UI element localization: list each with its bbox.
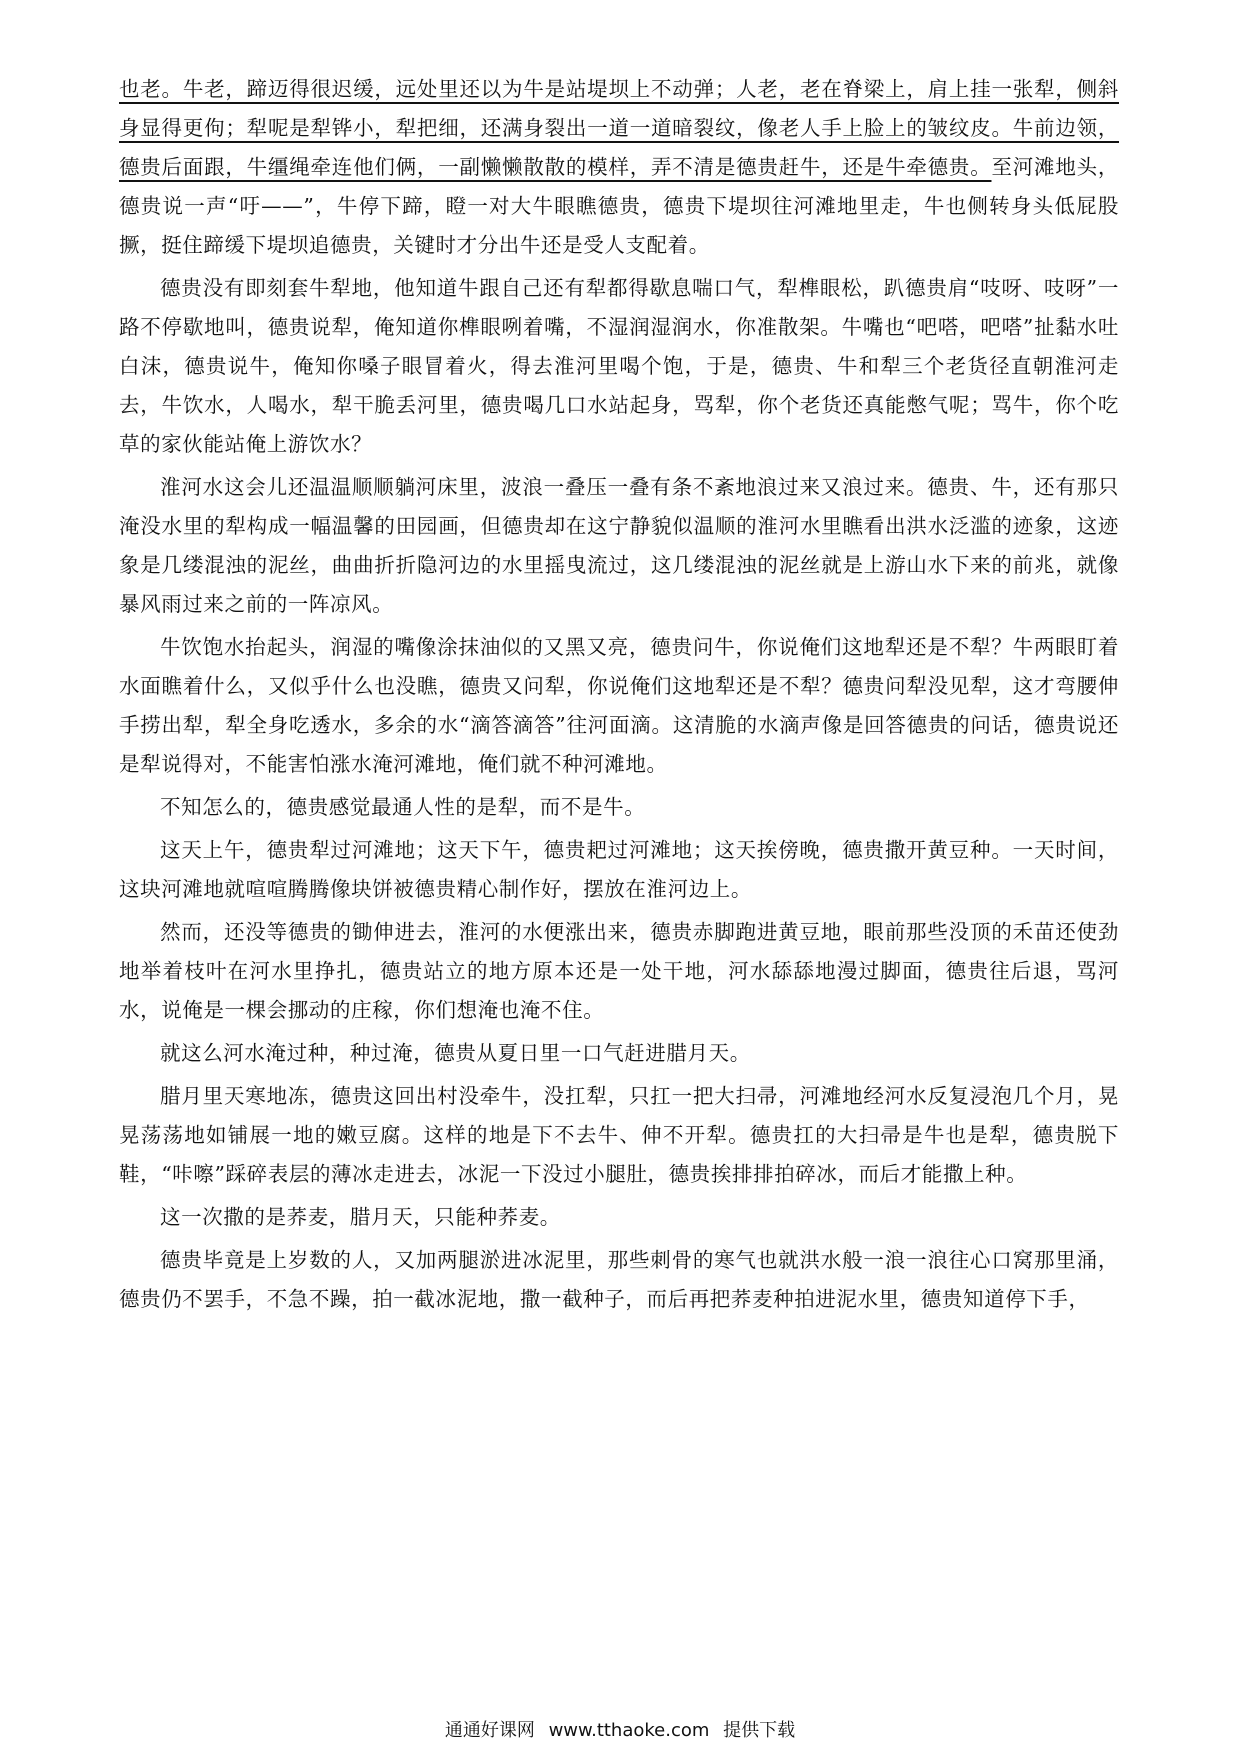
document-body (119, 70, 1119, 1323)
paragraph-3: 淮河水这会儿还温温顺顺躺河床里，波浪一叠压一叠有条不紊地浪过来又浪过来。德贵、牛，还有那只淹没水里的犁构成一幅温馨的田园画，但德贵却在这宁静貌似温顺的淮河水里瞧看出洪水泛滥的迹象，这迹象是几缕混浊的泥丝，曲曲折折隐河边的水里摇曳流过，这几缕混浊的泥丝就是上游山水下来的前兆，就像暴风雨过来之前的一阵凉风。 (119, 475, 1119, 616)
paragraph-11: 德贵毕竟是上岁数的人，又加两腿淤进冰泥里，那些刺骨的寒气也就洪水般一浪一浪往心口窝那里涌，德贵仍不罢手，不急不躁，拍一截冰泥地，撒一截种子，而后再把荞麦种拍进泥水里，德贵知道停下手， (119, 1248, 1119, 1311)
paragraph-1 (119, 70, 1119, 265)
footer-site-name: 通通好课网 (444, 1720, 535, 1741)
paragraph-10: 这一次撒的是荞麦，腊月天，只能种荞麦。 (160, 1205, 561, 1229)
paragraph-9: 腊月里天寒地冻，德贵这回出村没牵牛，没扛犁，只扛一把大扫帚，河滩地经河水反复浸泡几个月，晃晃荡荡地如铺展一地的嫩豆腐。这样的地是下不去牛、伸不开犁。德贵扛的大扫帚是牛也是犁，德贵脱下鞋，“咔嚓”踩碎表层的薄冰走进去，冰泥一下没过小腿肚，德贵挨排排拍碎冰，而后才能撒上种。 (119, 1084, 1119, 1186)
paragraph-6: 这天上午，德贵犁过河滩地；这天下午，德贵耙过河滩地；这天挨傍晚，德贵撒开黄豆种。一天时间，这块河滩地就喧喧腾腾像块饼被德贵精心制作好，摆放在淮河边上。 (119, 838, 1119, 901)
paragraph-8: 就这么河水淹过种，种过淹，德贵从夏日里一口气赶进腊月天。 (160, 1041, 751, 1065)
paragraph-5: 不知怎么的，德贵感觉最通人性的是犁，而不是牛。 (160, 795, 646, 819)
paragraph-2: 德贵没有即刻套牛犁地，他知道牛跟自己还有犁都得歇息喘口气，犁榫眼松，趴德贵肩“吱呀、吱呀”一路不停歇地叫，德贵说犁，俺知道你榫眼咧着嘴，不湿润湿润水，你准散架。牛嘴也“吧嗒，吧嗒”扯黏水吐白沫，德贵说牛，俺知你嗓子眼冒着火，得去淮河里喝个饱，于是，德贵、牛和犁三个老货径直朝淮河走去，牛饮水，人喝水，犁干脆丢河里，德贵喝几口水站起身，骂犁，你个老货还真能憋气呢；骂牛，你个吃草的家伙能站俺上游饮水？ (119, 276, 1119, 456)
footer-site-url[interactable]: www.tthaoke.com (548, 1720, 710, 1741)
paragraph-1-rest: 至河滩地头，德贵说一声“吁——”，牛停下蹄，瞪一对大牛眼瞧德贵，德贵下堤坝往河滩地里走，牛也侧转身头低屁股撅，挺住蹄缓下堤坝追德贵，关键时才分出牛还是受人支配着。 (119, 155, 1119, 257)
footer-note: 提供下载 (723, 1720, 796, 1741)
page-footer (0, 1716, 1240, 1742)
underlined-passage: 也老。牛老，蹄迈得很迟缓，远处里还以为牛是站堤坝上不动弹；人老，老在脊梁上，肩上挂一张犁，侧斜身显得更佝；犁呢是犁铧小，犁把细，还满身裂出一道一道暗裂纹，像老人手上脸上的皱纹皮。牛前边领，德贵后面跟，牛缰绳牵连他们俩，一副懒懒散散的模样，弄不清是德贵赶牛，还是牛牵德贵。 (119, 77, 1119, 179)
paragraph-7: 然而，还没等德贵的锄伸进去，淮河的水便涨出来，德贵赤脚跑进黄豆地，眼前那些没顶的禾苗还使劲地举着枝叶在河水里挣扎，德贵站立的地方原本还是一处干地，河水舔舔地漫过脚面，德贵往后退，骂河水，说俺是一棵会挪动的庄稼，你们想淹也淹不住。 (119, 920, 1119, 1022)
paragraph-4: 牛饮饱水抬起头，润湿的嘴像涂抹油似的又黑又亮，德贵问牛，你说俺们这地犁还是不犁？牛两眼盯着水面瞧着什么，又似乎什么也没瞧，德贵又问犁，你说俺们这地犁还是不犁？德贵问犁没见犁，这才弯腰伸手捞出犁，犁全身吃透水，多余的水“滴答滴答”往河面滴。这清脆的水滴声像是回答德贵的问话，德贵说还是犁说得对，不能害怕涨水淹河滩地，俺们就不种河滩地。 (119, 635, 1119, 776)
